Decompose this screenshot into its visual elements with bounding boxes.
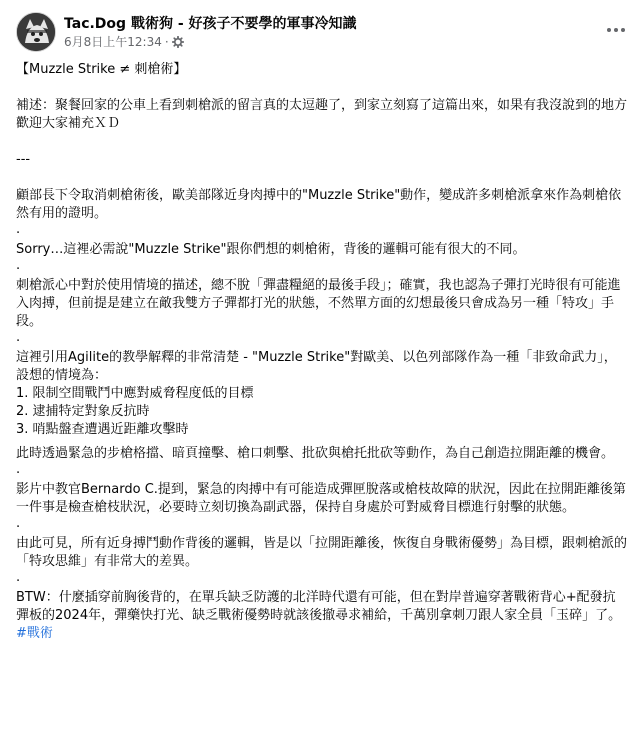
list-item: 3. 哨點盤查遭遇近距離攻擊時: [16, 422, 189, 437]
more-options-button[interactable]: [604, 18, 628, 42]
dot-separator: .: [16, 516, 21, 531]
more-dots-icon: [606, 27, 626, 33]
dot-separator: .: [16, 222, 21, 237]
dot-separator: .: [16, 570, 21, 585]
post-title: 【Muzzle Strike ≠ 刺槍術】: [16, 62, 187, 77]
paragraph-btw: BTW：什麼插穿前胸後背的，在單兵缺乏防護的北洋時代還有可能，但在對岸普遍穿著戰術背心+配發抗彈板的2024年，彈藥快打光、缺乏戰術優勢時就該後撤尋求補給，千萬別拿刺刀跟人家全員「玉碎」了。: [16, 590, 622, 623]
dot-separator: .: [16, 462, 21, 477]
author-name[interactable]: Tac.Dog 戰術狗 - 好孩子不要學的軍事冷知識: [64, 16, 357, 32]
paragraph-instructor: 影片中教官Bernardo C.提到，緊急的肉搏中有可能造成彈匣脫落或槍枝故障的狀況，因此在拉開距離後第一件事是檢查槍枝狀況，必要時立刻切換為副武器，保持自身處於可對威脅目標進行射擊的狀態。: [16, 482, 626, 515]
paragraph-note: 補述：聚餐回家的公車上看到刺槍派的留言真的太逗趣了，到家立刻寫了這篇出來，如果有我沒說到的地方歡迎大家補充ＸＤ: [16, 98, 628, 131]
spacer: [16, 133, 628, 151]
avatar[interactable]: [16, 12, 56, 52]
paragraph-actions: 此時透過緊急的步槍格擋、暗頁撞擊、槍口刺擊、批砍與槍托批砍等動作，為自己創造拉開距離的機會。: [16, 446, 615, 461]
paragraph-sorry: Sorry…這裡必需說"Muzzle Strike"跟你們想的刺槍術，背後的邏輯可能有很大的不同。: [16, 242, 526, 257]
post-header: [16, 12, 630, 52]
paragraph-agilite: 這裡引用Agilite的教學解釋的非常清楚 - "Muzzle Strike"對歐美、以色列部隊作為一種「非致命武力」，設想的情境為：: [16, 350, 617, 383]
dog-logo-icon: [17, 13, 56, 52]
paragraph-scenario: 刺槍派心中對於使用情境的描述，總不脫「彈盡糧絕的最後手段」；確實，我也認為子彈打光時很有可能進入肉搏，但前提是建立在敵我雙方子彈都打光的狀態，不然單方面的幻想最後只會成為另一種「特攻」手段。: [16, 278, 621, 329]
meta-separator: ·: [164, 34, 169, 49]
list-item: 1. 限制空間戰鬥中應對威脅程度低的目標: [16, 386, 254, 401]
dot-separator: .: [16, 330, 21, 345]
divider-text: ---: [16, 152, 31, 167]
post-timestamp[interactable]: 6月8日上午12:34: [64, 35, 162, 49]
post-meta: [64, 33, 184, 50]
spacer: [16, 169, 628, 187]
hashtag-link[interactable]: #戰術: [16, 626, 53, 641]
settings-gear-icon[interactable]: [172, 36, 184, 48]
paragraph-intro: 顧部長下令取消刺槍術後，歐美部隊近身肉搏中的"Muzzle Strike"動作，變成許多刺槍派拿來作為刺槍依然有用的證明。: [16, 188, 622, 221]
list-item: 2. 逮捕特定對象反抗時: [16, 404, 150, 419]
dot-separator: .: [16, 258, 21, 273]
spacer: [16, 79, 628, 97]
post-body: [16, 61, 628, 643]
paragraph-conclusion: 由此可見，所有近身搏鬥動作背後的邏輯，皆是以「拉開距離後，恢復自身戰術優勢」為目標，跟刺槍派的「特攻思維」有非常大的差異。: [16, 536, 628, 569]
